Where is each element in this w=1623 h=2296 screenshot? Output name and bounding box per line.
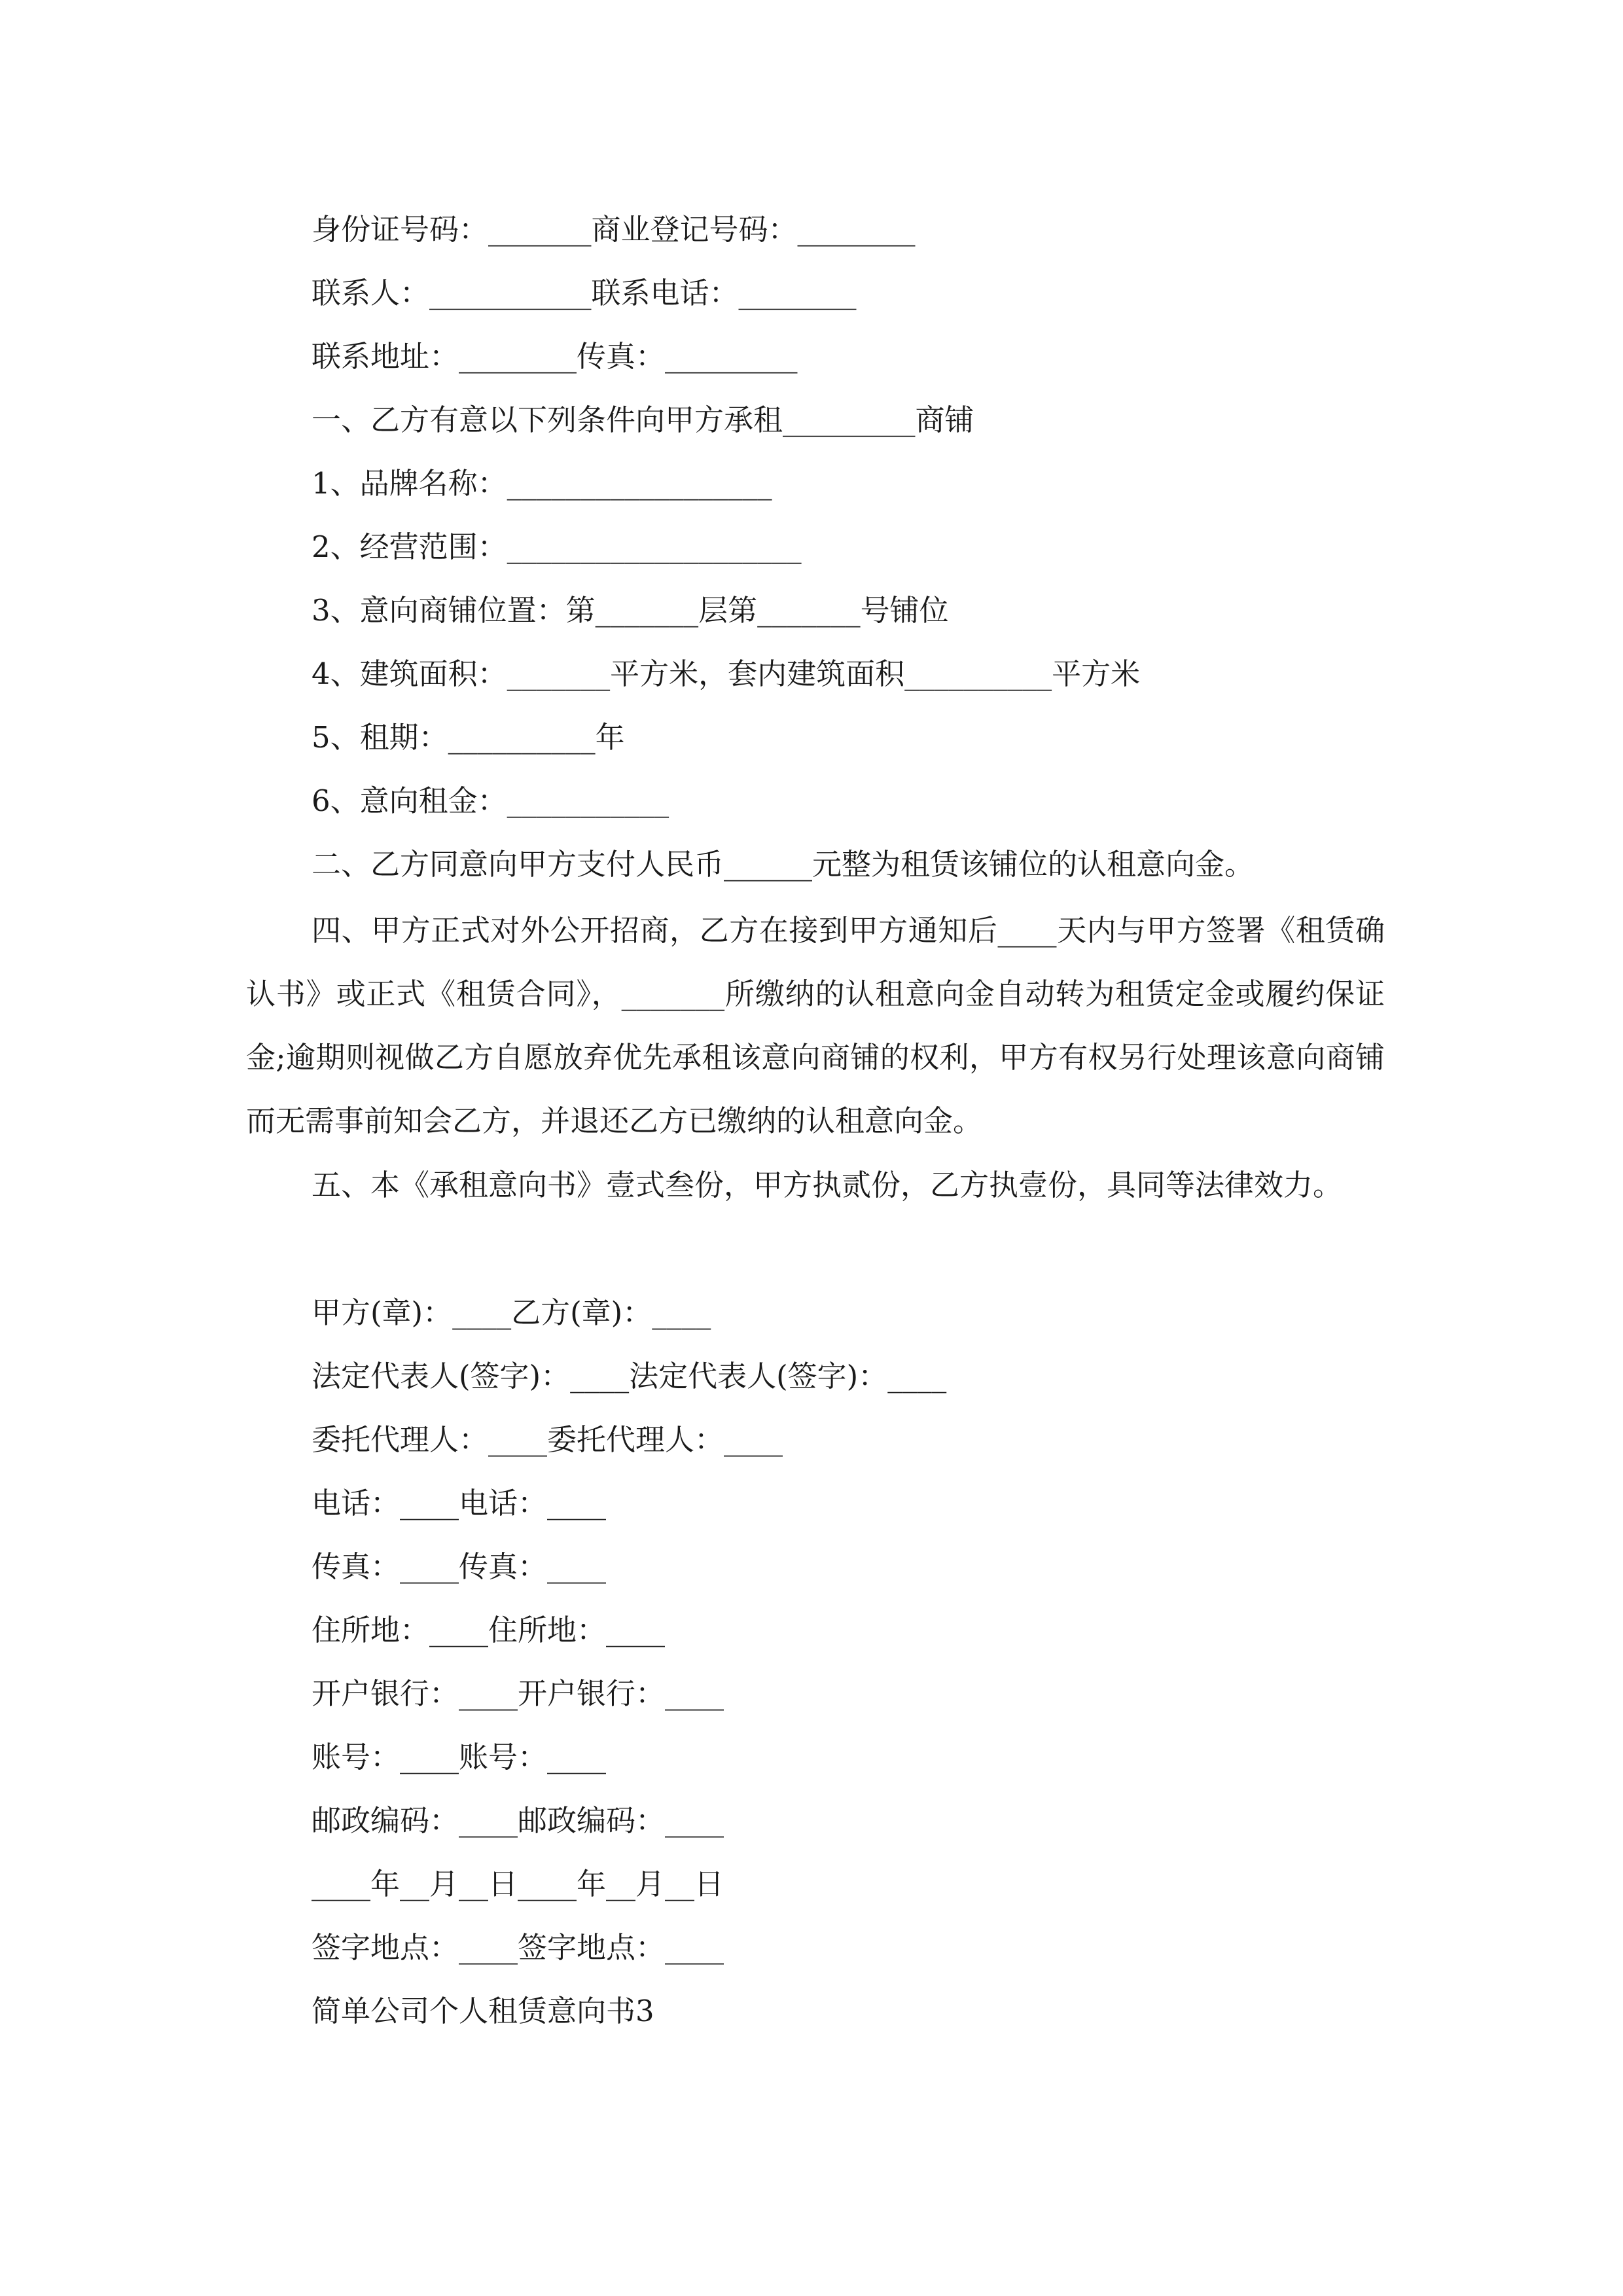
party-seal-line: 甲方(章)：____乙方(章)：____ bbox=[312, 1295, 711, 1330]
clause-two-line: 二、乙方同意向甲方支付人民币______元整为租赁该铺位的认租意向金。 bbox=[312, 847, 1255, 882]
clause-one-heading: 一、乙方有意以下列条件向甲方承租_________商铺 bbox=[312, 403, 974, 437]
phone-line: 电话：____电话：____ bbox=[312, 1486, 607, 1520]
lease-term-line: 5、租期：__________年 bbox=[312, 720, 625, 755]
floor-area-line: 4、建筑面积：_______平方米，套内建筑面积__________平方米 bbox=[312, 656, 1141, 691]
domicile-line: 住所地：____住所地：____ bbox=[312, 1613, 666, 1647]
contact-person-line: 联系人：___________联系电话：________ bbox=[312, 276, 857, 310]
id-number-line: 身份证号码：_______商业登记号码：________ bbox=[312, 212, 916, 247]
clause-four-paragraph: 四、甲方正式对外公开招商，乙方在接到甲方通知后____天内与甲方签署《租赁确认书》或正式《租赁合同》，_______所缴纳的认租意向金自动转为租赁定金或履约保证金;逾期则视做乙方自愿放弃优先承租该意向商铺的权利，甲方有权另行处理该意向商铺而无需事前知会乙方，并退还乙方已缴纳的认租意向金。 bbox=[246, 913, 1385, 1138]
intended-rent-line: 6、意向租金：___________ bbox=[312, 783, 669, 818]
bank-line: 开户银行：____开户银行：____ bbox=[312, 1676, 724, 1711]
section-title: 简单公司个人租赁意向书3 bbox=[312, 1994, 654, 2028]
shop-location-line: 3、意向商铺位置：第_______层第_______号铺位 bbox=[312, 593, 949, 628]
legal-representative-line: 法定代表人(签字)：____法定代表人(签字)：____ bbox=[312, 1359, 947, 1393]
account-line: 账号：____账号：____ bbox=[312, 1740, 607, 1774]
signing-place-line: 签字地点：____签字地点：____ bbox=[312, 1930, 724, 1965]
fax-line: 传真：____传真：____ bbox=[312, 1549, 607, 1584]
postal-code-line: 邮政编码：____邮政编码：____ bbox=[312, 1803, 724, 1838]
contact-address-line: 联系地址：________传真：_________ bbox=[312, 339, 798, 374]
clause-five-paragraph: 五、本《承租意向书》壹式叁份，甲方执贰份，乙方执壹份，具同等法律效力。 bbox=[312, 1168, 1343, 1202]
date-line: ____年__月__日____年__月__日 bbox=[312, 1867, 724, 1901]
business-scope-line: 2、经营范围：____________________ bbox=[312, 529, 802, 564]
authorized-agent-line: 委托代理人：____委托代理人：____ bbox=[312, 1422, 783, 1457]
brand-name-line: 1、品牌名称：__________________ bbox=[312, 466, 772, 501]
